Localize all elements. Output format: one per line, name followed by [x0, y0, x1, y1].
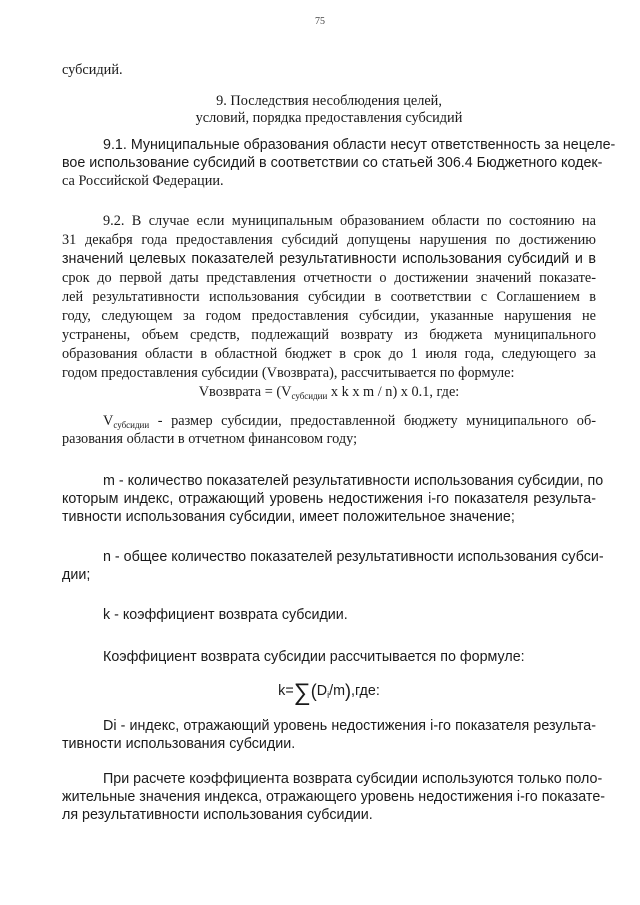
final-paragraph-line: жительные значения индекса, отражающего уровень недостижения i-го показате- [62, 789, 606, 805]
formula-inner: D [316, 683, 328, 699]
formula-paren: ( [310, 681, 317, 701]
paragraph-9-2-line: 31 декабря года предоставления субсидий допущены нарушения по достижению [62, 232, 596, 248]
formula-inner: /m [329, 683, 345, 699]
section-heading-line-1: 9. Последствия несоблюдения целей, [216, 93, 442, 109]
definition-n-line: дии; [62, 567, 91, 583]
formula-subscript: субсидии [291, 391, 328, 401]
formula-paren: ) [345, 681, 351, 701]
formula-tail: ,где: [351, 683, 380, 699]
paragraph-9-1-line: вое использование субсидий в соответствии со статьей 306.4 Бюджетного кодек- [62, 155, 603, 171]
definition-m-line: которым индекс, отражающий уровень недостижения i-го показателя результа- [62, 491, 596, 507]
definition-symbol: V [103, 413, 114, 429]
page-number: 75 [315, 16, 325, 27]
definition-m-line: тивности использования субсидии, имеет положительное значение; [62, 509, 515, 525]
definition-v-line [103, 414, 596, 430]
definition-m-line: m - количество показателей результативности использования субсидии, по [103, 473, 604, 489]
paragraph-9-2-line: срок до первой даты представления отчетности о достижении значений показате- [62, 270, 596, 286]
paragraph-9-2-line: годом предоставления субсидии (Vвозврата), рассчитывается по формуле: [62, 365, 515, 381]
definition-n-line: n - общее количество показателей результативности использования субси- [103, 549, 604, 565]
definition-di-line: Di - индекс, отражающий уровень недостижения i-го показателя результа- [103, 718, 596, 734]
final-paragraph-line: ля результативности использования субсидии. [62, 807, 373, 823]
paragraph-9-2-line: образования области в областной бюджет в срок до 1 июля года, следующего за [62, 346, 596, 362]
paragraph-9-2-line: значений целевых показателей результативности использования субсидий и в [62, 251, 596, 267]
definition-subscript: субсидии [113, 420, 150, 430]
definition-v-line: разования области в отчетном финансовом году; [62, 431, 358, 447]
formula-inner-subscript: i [327, 690, 330, 700]
definition-di-line: тивности использования субсидии. [62, 736, 296, 752]
sum-symbol: ∑ [293, 679, 311, 706]
formula-text: Vвозврата = (V [198, 384, 292, 400]
paragraph-9-1-line: 9.1. Муниципальные образования области несут ответственность за нецеле- [103, 137, 616, 153]
formula-coefficient [62, 681, 596, 705]
definition-text: - размер субсидии, предоставленной бюджету муниципального об- [149, 413, 596, 429]
section-heading-line-2: условий, порядка предоставления субсидий [195, 110, 463, 126]
paragraph-9-2-line: лей результативности использования субсидии в соответствии с Соглашением в [62, 289, 596, 305]
paragraph-9-1-line: са Российской Федерации. [62, 173, 224, 189]
definition-k: k - коэффициент возврата субсидии. [103, 607, 348, 623]
formula-return-amount [62, 385, 596, 401]
final-paragraph-line: При расчете коэффициента возврата субсидии используются только поло- [103, 771, 603, 787]
formula-text: х k х m / n) х 0.1, где: [327, 384, 460, 400]
paragraph-9-2-line: 9.2. В случае если муниципальным образованием области по состоянию на [103, 213, 596, 229]
carry-over-text: субсидий. [62, 62, 123, 78]
coefficient-intro: Коэффициент возврата субсидии рассчитывается по формуле: [103, 649, 525, 665]
formula-lhs: k= [278, 683, 294, 699]
paragraph-9-2-line: устранены, объем средств, подлежащий возврату из бюджета муниципального [62, 327, 596, 343]
paragraph-9-2-line: году, следующем за годом предоставления субсидии, указанные нарушения не [62, 308, 596, 324]
